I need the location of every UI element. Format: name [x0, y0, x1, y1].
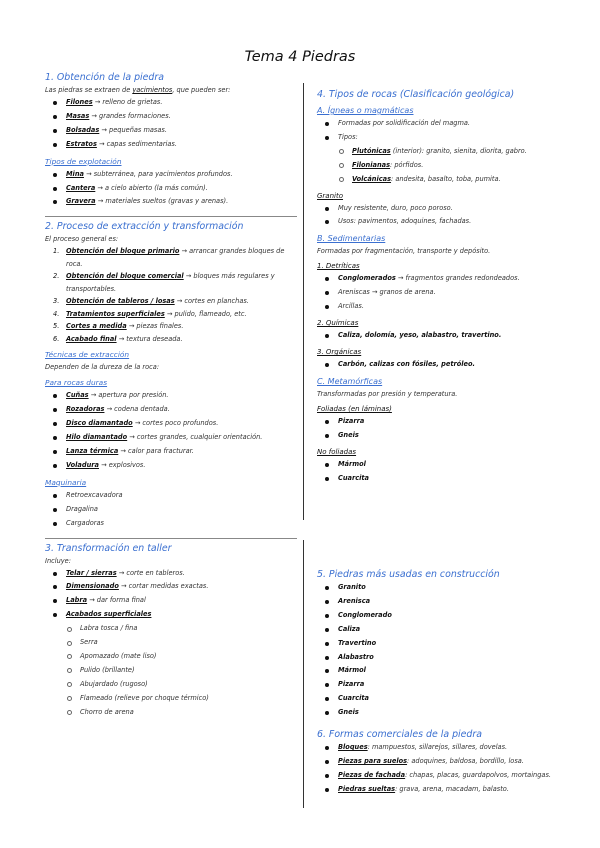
list-item: Conglomerado — [317, 609, 579, 623]
organic-list — [317, 358, 579, 372]
item-text: → calor para fracturar. — [120, 446, 194, 455]
item-term: Cuñas — [66, 391, 89, 400]
deposit-list — [45, 96, 297, 152]
column-divider — [303, 540, 304, 808]
section-6-heading: 6. Formas comerciales de la piedra — [317, 729, 482, 741]
left-column — [45, 68, 297, 719]
item-text: → subterránea, para yacimientos profundos. — [86, 169, 233, 178]
organic-heading: 3. Orgánicas — [317, 347, 362, 356]
chemical-list — [317, 329, 579, 343]
list-item — [317, 741, 579, 755]
list-item — [45, 417, 297, 431]
list-item: Arcillas. — [317, 300, 579, 314]
techniques-text: Dependen de la dureza de la roca: — [45, 363, 160, 372]
item-text: → grandes formaciones. — [91, 111, 171, 120]
common-stones-list — [317, 581, 579, 720]
sedimentary-text: Formadas por fragmentación, transporte y depósito. — [317, 247, 491, 256]
list-item — [45, 459, 297, 473]
section-1-intro — [45, 84, 297, 96]
section-2-intro: El proceso general es: — [45, 235, 119, 244]
step-text: → pulido, flameado, etc. — [166, 309, 247, 318]
item-text: → corte en tableros. — [118, 568, 185, 577]
item-term: Piedras sueltas — [338, 784, 396, 793]
section-3-heading: 3. Transformación en taller — [45, 542, 172, 554]
detrital-list — [317, 272, 579, 314]
process-step — [45, 245, 297, 270]
item-term: Estratos — [66, 139, 97, 148]
intro-term: yacimientos — [132, 86, 173, 94]
list-item: Retroexcavadora — [45, 489, 297, 503]
item-term: Lanza térmica — [66, 446, 119, 455]
list-item: Formadas por solidificación del magma. — [317, 117, 579, 131]
list-item — [45, 403, 297, 417]
type-term: Volcánicas — [352, 174, 392, 183]
item-term: Bloques — [338, 743, 368, 752]
granite-list — [317, 202, 579, 230]
list-item: Cuarcita — [317, 692, 579, 706]
list-item: Carbón, calizas con fósiles, petróleo. — [317, 358, 579, 372]
list-item — [45, 110, 297, 124]
list-item — [45, 580, 297, 594]
type-text: (interior): granito, sienita, diorita, gabro. — [392, 146, 527, 155]
type-text: : andesita, basalto, toba, pumita. — [391, 174, 501, 183]
list-item: Granito — [317, 581, 579, 595]
item-term: Piezas de fachada — [338, 770, 406, 779]
type-item — [317, 173, 579, 187]
item-text: : adoquines, baldosa, bordillo, losa. — [407, 756, 524, 765]
page-title: Tema 4 Piedras — [244, 49, 356, 65]
detrital-heading: 1. Detríticas — [317, 262, 360, 271]
finish-item: Pulido (brillante) — [45, 664, 297, 678]
list-item: Dragalina — [45, 503, 297, 517]
sedimentary-heading: B. Sedimentarias — [317, 234, 386, 244]
step-text: → cortes en planchas. — [176, 297, 249, 306]
list-item — [317, 755, 579, 769]
step-term: Obtención del bloque primario — [66, 247, 180, 256]
list-item: Alabastro — [317, 651, 579, 665]
igneous-heading: A. Ígneas o magmáticas — [317, 106, 414, 115]
section-1-heading: 1. Obtención de la piedra — [45, 72, 164, 83]
list-item — [45, 195, 297, 209]
exploitation-list — [45, 168, 297, 210]
metamorphic-text: Transformadas por presión y temperatura. — [317, 389, 458, 398]
item-term: Filones — [66, 98, 93, 106]
finish-item: Chorro de arena — [45, 706, 297, 720]
list-item: Mármol — [317, 458, 579, 472]
techniques-heading: Técnicas de extracción — [45, 350, 130, 360]
item-text: → materiales sueltos (gravas y arenas). — [97, 197, 229, 206]
commercial-forms-list — [317, 741, 579, 797]
item-term: Acabados superficiales — [66, 610, 152, 619]
list-item: Pizarra — [317, 678, 579, 692]
list-item: Usos: pavimentos, adoquines, fachadas. — [317, 215, 579, 229]
step-text: → arrancar grandes bloques de roca. — [66, 247, 285, 268]
item-term: Disco diamantado — [66, 419, 133, 428]
item-text: → explosivos. — [101, 460, 146, 469]
item-text: → capas sedimentarias. — [99, 139, 177, 148]
machinery-list — [45, 489, 297, 531]
non-foliated-heading: No foliadas — [317, 447, 357, 456]
divider — [45, 538, 297, 539]
list-item: Caliza — [317, 623, 579, 637]
intro-text-end: , que pueden ser: — [172, 86, 231, 94]
list-item — [45, 138, 297, 152]
item-term: Conglomerados — [338, 274, 396, 283]
item-text: → dar forma final — [89, 596, 146, 605]
step-text: → piezas finales. — [128, 322, 184, 331]
list-item: Cuarcita — [317, 472, 579, 486]
list-item — [317, 272, 579, 286]
item-text: → cortes poco profundos. — [134, 419, 219, 428]
item-text: : grava, arena, macadam, balasto. — [395, 784, 509, 793]
process-steps — [45, 245, 297, 345]
workshop-list — [45, 567, 297, 720]
list-item — [45, 608, 297, 622]
right-column — [317, 85, 579, 486]
finish-item: Flameado (relieve por choque térmico) — [45, 692, 297, 706]
item-term: Masas — [66, 111, 90, 120]
process-step — [45, 295, 297, 308]
item-text: → fragmentos grandes redondeados. — [397, 274, 520, 283]
item-term: Rozadoras — [66, 405, 105, 414]
process-step — [45, 320, 297, 333]
intro-text: Las piedras se extraen de — [45, 86, 131, 94]
step-term: Tratamientos superficiales — [66, 309, 165, 318]
item-term: Bolsadas — [66, 125, 100, 134]
list-item: Tipos: — [317, 131, 579, 145]
right-column-lower — [317, 565, 579, 797]
list-item — [317, 783, 579, 797]
hard-rocks-list — [45, 389, 297, 472]
step-text: → bloques más regulares y transportables. — [66, 272, 275, 293]
finish-item: Labra tosca / fina — [45, 622, 297, 636]
column-divider — [303, 83, 304, 520]
item-text: → cortar medidas exactas. — [121, 582, 209, 591]
item-text: → cortes grandes, cualquier orientación. — [129, 433, 263, 442]
process-step — [45, 308, 297, 321]
item-term: Labra — [66, 596, 88, 605]
metamorphic-heading: C. Metamórficas — [317, 376, 383, 386]
list-item: Mármol — [317, 664, 579, 678]
granite-heading: Granito — [317, 191, 344, 200]
list-item: Gneis — [317, 429, 579, 443]
list-item — [45, 168, 297, 182]
foliated-heading: Foliadas (en láminas) — [317, 404, 392, 413]
exploitation-heading: Tipos de explotación — [45, 156, 122, 166]
type-item — [317, 159, 579, 173]
item-term: Telar / sierras — [66, 568, 117, 577]
item-term: Hilo diamantado — [66, 433, 128, 442]
list-item — [45, 431, 297, 445]
item-term: Gravera — [66, 197, 96, 206]
section-5-heading: 5. Piedras más usadas en construcción — [317, 569, 500, 580]
list-item: Arenisca — [317, 595, 579, 609]
list-item — [317, 769, 579, 783]
list-item — [45, 96, 297, 110]
item-term: Piezas para suelos — [338, 756, 408, 765]
item-text: : chapas, placas, guardapolvos, mortaingas. — [405, 770, 551, 779]
process-step — [45, 333, 297, 346]
list-item — [45, 182, 297, 196]
list-item — [45, 124, 297, 138]
type-term: Plutónicas — [352, 146, 391, 155]
list-item: Areniscas → granos de arena. — [317, 286, 579, 300]
item-text: → a cielo abierto (la más común). — [97, 183, 208, 192]
step-text: → textura deseada. — [118, 334, 183, 343]
non-foliated-list — [317, 458, 579, 486]
chemical-heading: 2. Químicas — [317, 319, 359, 328]
foliated-list — [317, 415, 579, 443]
item-text: → apertura por presión. — [90, 391, 169, 400]
item-term: Voladura — [66, 460, 99, 469]
type-item — [317, 145, 579, 159]
hard-rocks-heading: Para rocas duras — [45, 378, 108, 388]
list-item — [45, 389, 297, 403]
list-item: Cargadoras — [45, 517, 297, 531]
igneous-list — [317, 117, 579, 187]
list-item: Muy resistente, duro, poco poroso. — [317, 202, 579, 216]
list-item — [45, 445, 297, 459]
item-text: : mampuestos, sillarejos, sillares, dovelas. — [367, 743, 508, 752]
item-term: Dimensionado — [66, 582, 119, 591]
item-text: → pequeñas masas. — [101, 125, 167, 134]
item-text: → relleno de grietas. — [94, 98, 163, 106]
item-term: Cantera — [66, 183, 96, 192]
section-3-intro: Incluye: — [45, 556, 71, 565]
step-term: Cortes a medida — [66, 322, 127, 331]
finish-item: Apomazado (mate liso) — [45, 650, 297, 664]
machinery-heading: Maquinaria — [45, 477, 87, 487]
item-text: → codena dentada. — [106, 405, 170, 414]
finish-item: Serra — [45, 636, 297, 650]
list-item: Travertino — [317, 637, 579, 651]
list-item — [45, 567, 297, 581]
process-step — [45, 270, 297, 295]
type-term: Filonianas — [352, 160, 391, 169]
section-4-heading: 4. Tipos de rocas (Clasificación geológica) — [317, 89, 515, 100]
list-item — [45, 594, 297, 608]
finish-item: Abujardado (rugoso) — [45, 678, 297, 692]
step-term: Acabado final — [66, 334, 117, 343]
step-term: Obtención de tableros / losas — [66, 297, 175, 306]
item-term: Mina — [66, 169, 84, 178]
list-item: Gneis — [317, 706, 579, 720]
list-item: Caliza, dolomía, yeso, alabastro, travertino. — [317, 329, 579, 343]
section-2-heading: 2. Proceso de extracción y transformación — [45, 221, 244, 233]
divider — [45, 216, 297, 217]
type-text: : pórfidos. — [390, 160, 424, 169]
step-term: Obtención del bloque comercial — [66, 272, 184, 281]
list-item: Pizarra — [317, 415, 579, 429]
